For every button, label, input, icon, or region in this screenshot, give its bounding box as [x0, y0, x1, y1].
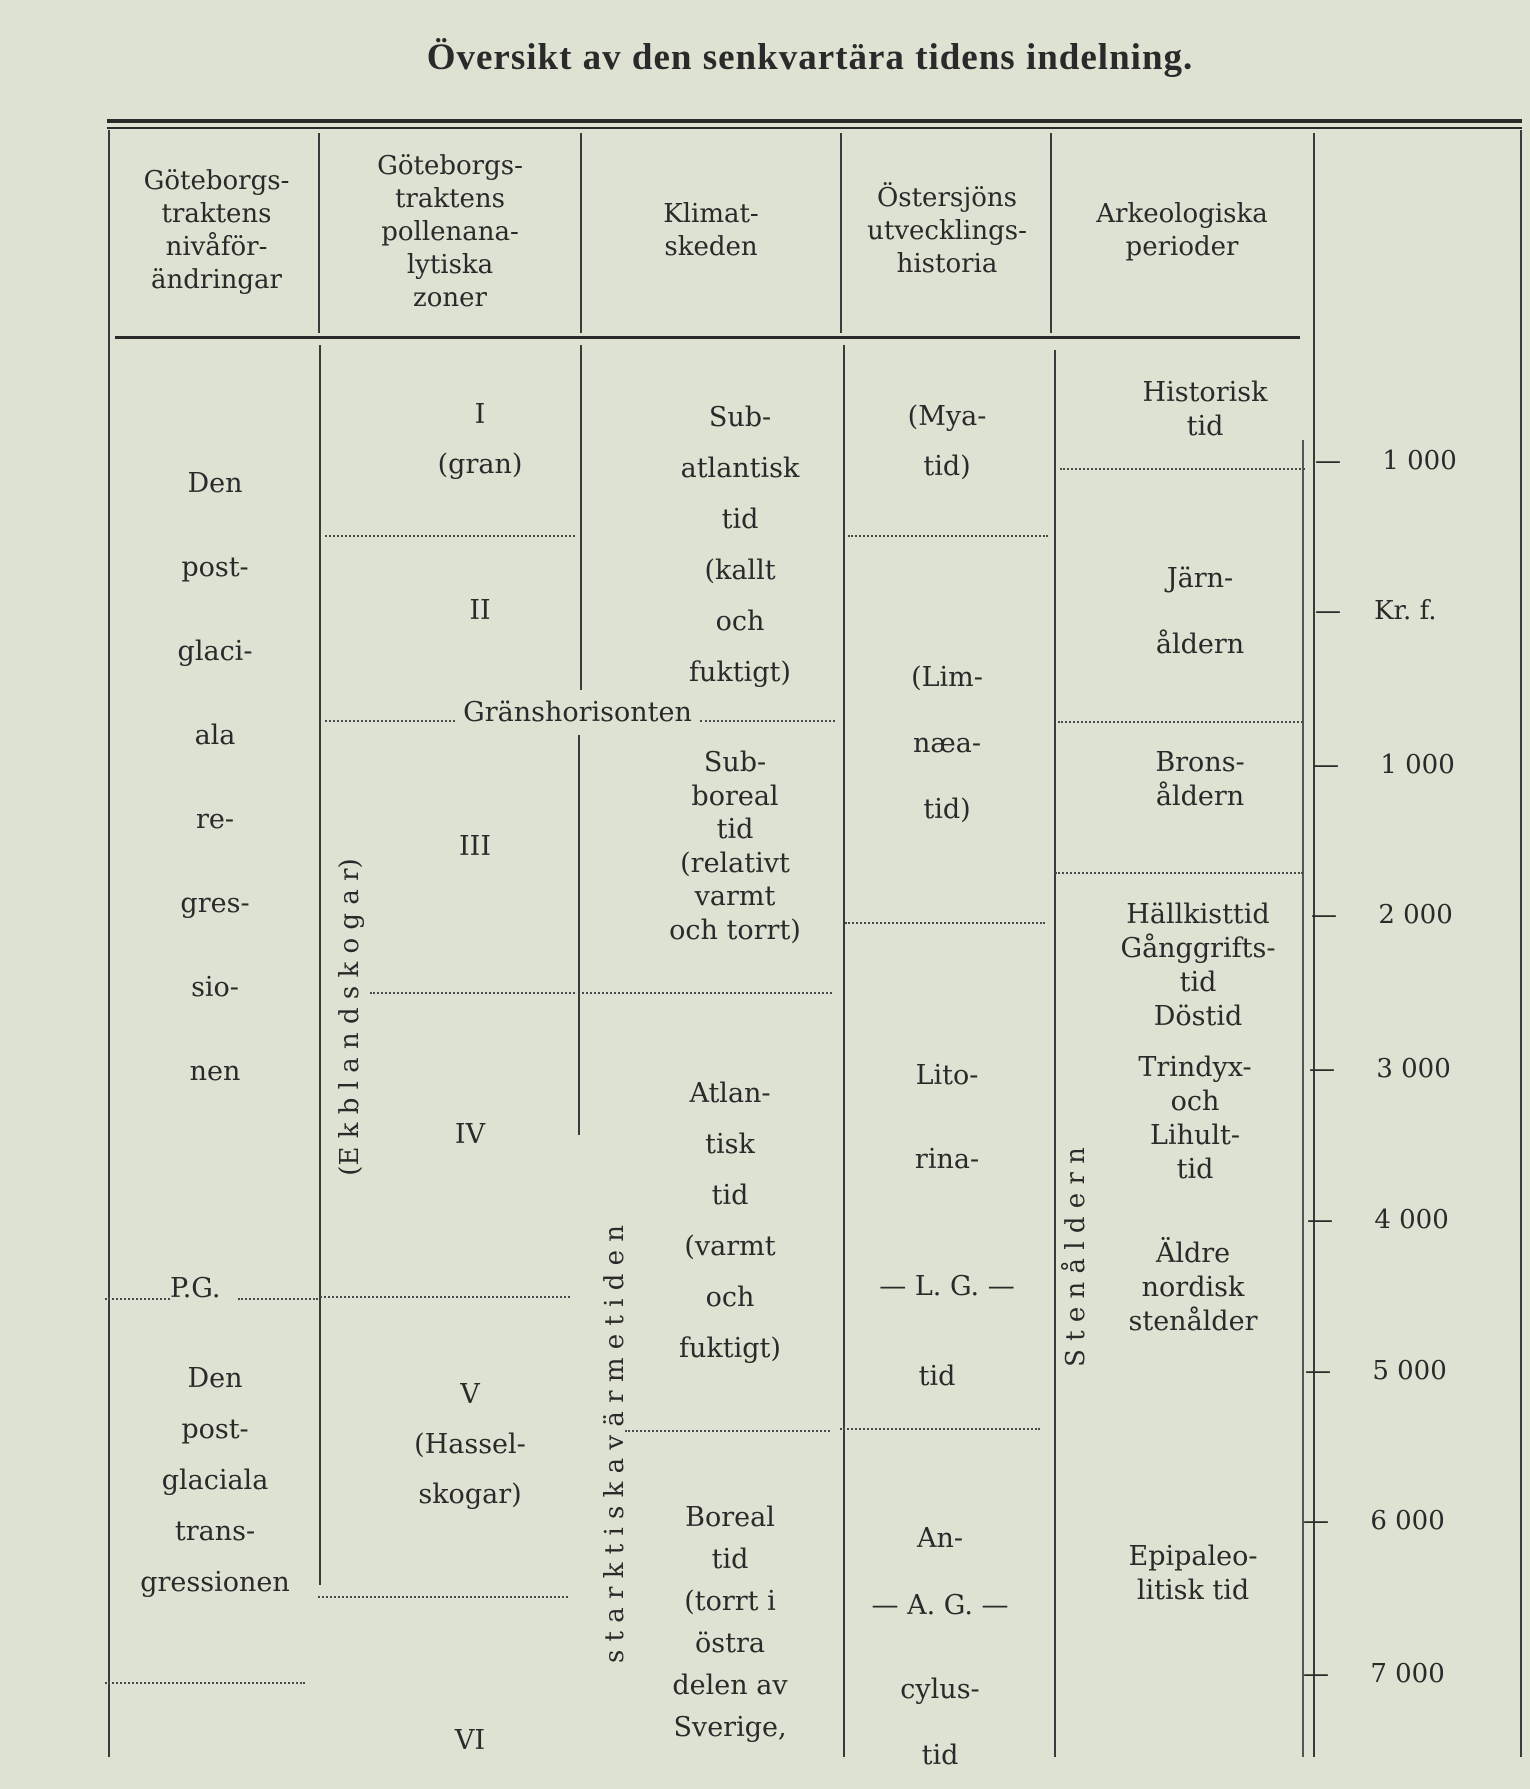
date-row: — 1 000: [1313, 750, 1455, 780]
divider-boundary-left: [325, 720, 455, 722]
climate-subatlantic: Sub- atlantisk tid (kallt och fuktigt): [680, 402, 800, 688]
col-divider-2a: [580, 345, 582, 690]
divider-pg: [105, 1298, 170, 1300]
col-divider-2b: [578, 735, 580, 1135]
zone-5: V (Hassel- skogar): [414, 1379, 526, 1510]
date-row: — Kr. f.: [1315, 596, 1437, 626]
top-rule-thin: [107, 127, 1522, 129]
stone-age-vertical: S t e n å l d e r n: [1061, 1147, 1091, 1367]
date-row: — 1 000: [1315, 446, 1457, 476]
divider-pg-right: [238, 1298, 318, 1300]
divider-historic-iron: [1060, 468, 1305, 470]
divider-subboreal-atlantic: [582, 992, 832, 994]
left-border: [108, 130, 110, 1757]
divider-litorina-ancylus: [840, 1428, 1040, 1430]
baltic-ancylus-2: cylus- tid: [900, 1674, 980, 1771]
baltic-ancylus-1: An-: [916, 1523, 963, 1554]
divider-boundary-right: [700, 720, 835, 722]
oak-forests-vertical: (E k b l a n d s k o g a r): [335, 858, 365, 1176]
divider-bronze-stone: [1055, 872, 1303, 874]
header-levels: Göteborgs- traktens nivåför- ändringar: [143, 166, 290, 295]
boundary-horizon: Gränshorisonten: [463, 697, 692, 728]
divider-iron-bronze: [1058, 721, 1303, 723]
arch-historic: Historisk tid: [1142, 377, 1268, 442]
climate-subboreal: Sub- boreal tid (relativt varmt och torrt): [669, 747, 801, 946]
arch-dostid: Döstid: [1153, 1001, 1243, 1032]
levels-transgression: Den post- glaciala trans- gressionen: [140, 1363, 290, 1598]
arch-ganggrift: Gånggrifts- tid: [1120, 933, 1276, 998]
date-row: — 5 000: [1305, 1356, 1447, 1386]
header-climate: Klimat- skeden: [663, 199, 759, 262]
col-divider-4b: [1054, 350, 1056, 1757]
divider-zone-5-6: [318, 1596, 568, 1598]
divider-atlantic-boreal: [625, 1430, 830, 1432]
baltic-lg-tid: tid: [918, 1361, 956, 1392]
arch-aldre: Äldre nordisk stenålder: [1128, 1238, 1258, 1337]
climate-boreal: Boreal tid (torrt i östra delen av Sverige,: [672, 1502, 788, 1743]
header-archaeology: Arkeologiska perioder: [1096, 199, 1268, 262]
divider-levels-bottom: [105, 1682, 305, 1684]
arch-epipaleo: Epipaleo- litisk tid: [1128, 1541, 1258, 1606]
header-baltic: Östersjöns utvecklings- historia: [867, 183, 1027, 279]
header-rule: [115, 336, 1300, 339]
divider-zone-4-5: [320, 1296, 570, 1298]
date-row: — 2 000: [1311, 900, 1453, 930]
date-row: — 6 000: [1303, 1506, 1445, 1536]
levels-regression: Den post- glaci- ala re- gres- sio- nen: [177, 468, 253, 1087]
right-border: [1520, 130, 1522, 1757]
arch-iron: Järn- åldern: [1155, 563, 1245, 660]
warm-period-vertical: s t a r k t i s k a v ä r m e t i d e n: [600, 1224, 630, 1664]
header-pollen-zones: Göteborgs- traktens pollenana- lytiska zoner: [377, 151, 523, 313]
date-row: — 3 000: [1309, 1054, 1451, 1084]
arch-bronze: Brons- åldern: [1155, 747, 1245, 812]
divider-mya-limnaea: [848, 535, 1048, 537]
baltic-mya: (Mya- tid): [907, 401, 987, 482]
zone-2: II: [469, 595, 491, 626]
zone-3: III: [459, 831, 491, 862]
divider-limnaea-litorina: [845, 922, 1045, 924]
zone-6: VI: [454, 1725, 486, 1756]
zone-4: IV: [454, 1119, 486, 1150]
baltic-lg: — L. G. —: [879, 1271, 1015, 1302]
baltic-litorina: Lito- rina-: [914, 1060, 980, 1175]
level-pg: P.G.: [170, 1273, 221, 1304]
arch-trindyx: Trindyx- och Lihult- tid: [1138, 1052, 1252, 1185]
baltic-limnaea: (Lim- næa- tid): [911, 662, 983, 825]
date-row: — 7 000: [1303, 1659, 1445, 1689]
date-row: — 4 000: [1307, 1205, 1449, 1235]
col-divider-1b: [319, 345, 321, 1585]
divider-zone-3-4: [370, 992, 575, 994]
climate-atlantic: Atlan- tisk tid (varmt och fuktigt): [679, 1078, 781, 1364]
divider-zone-1-2: [325, 535, 575, 537]
baltic-ag: — A. G. —: [871, 1590, 1009, 1621]
page-title: Översikt av den senkvartära tidens indelning.: [426, 37, 1194, 78]
top-rule: [107, 119, 1522, 123]
zone-1: I (gran): [437, 399, 523, 480]
arch-hallkist: Hällkisttid: [1126, 899, 1270, 930]
